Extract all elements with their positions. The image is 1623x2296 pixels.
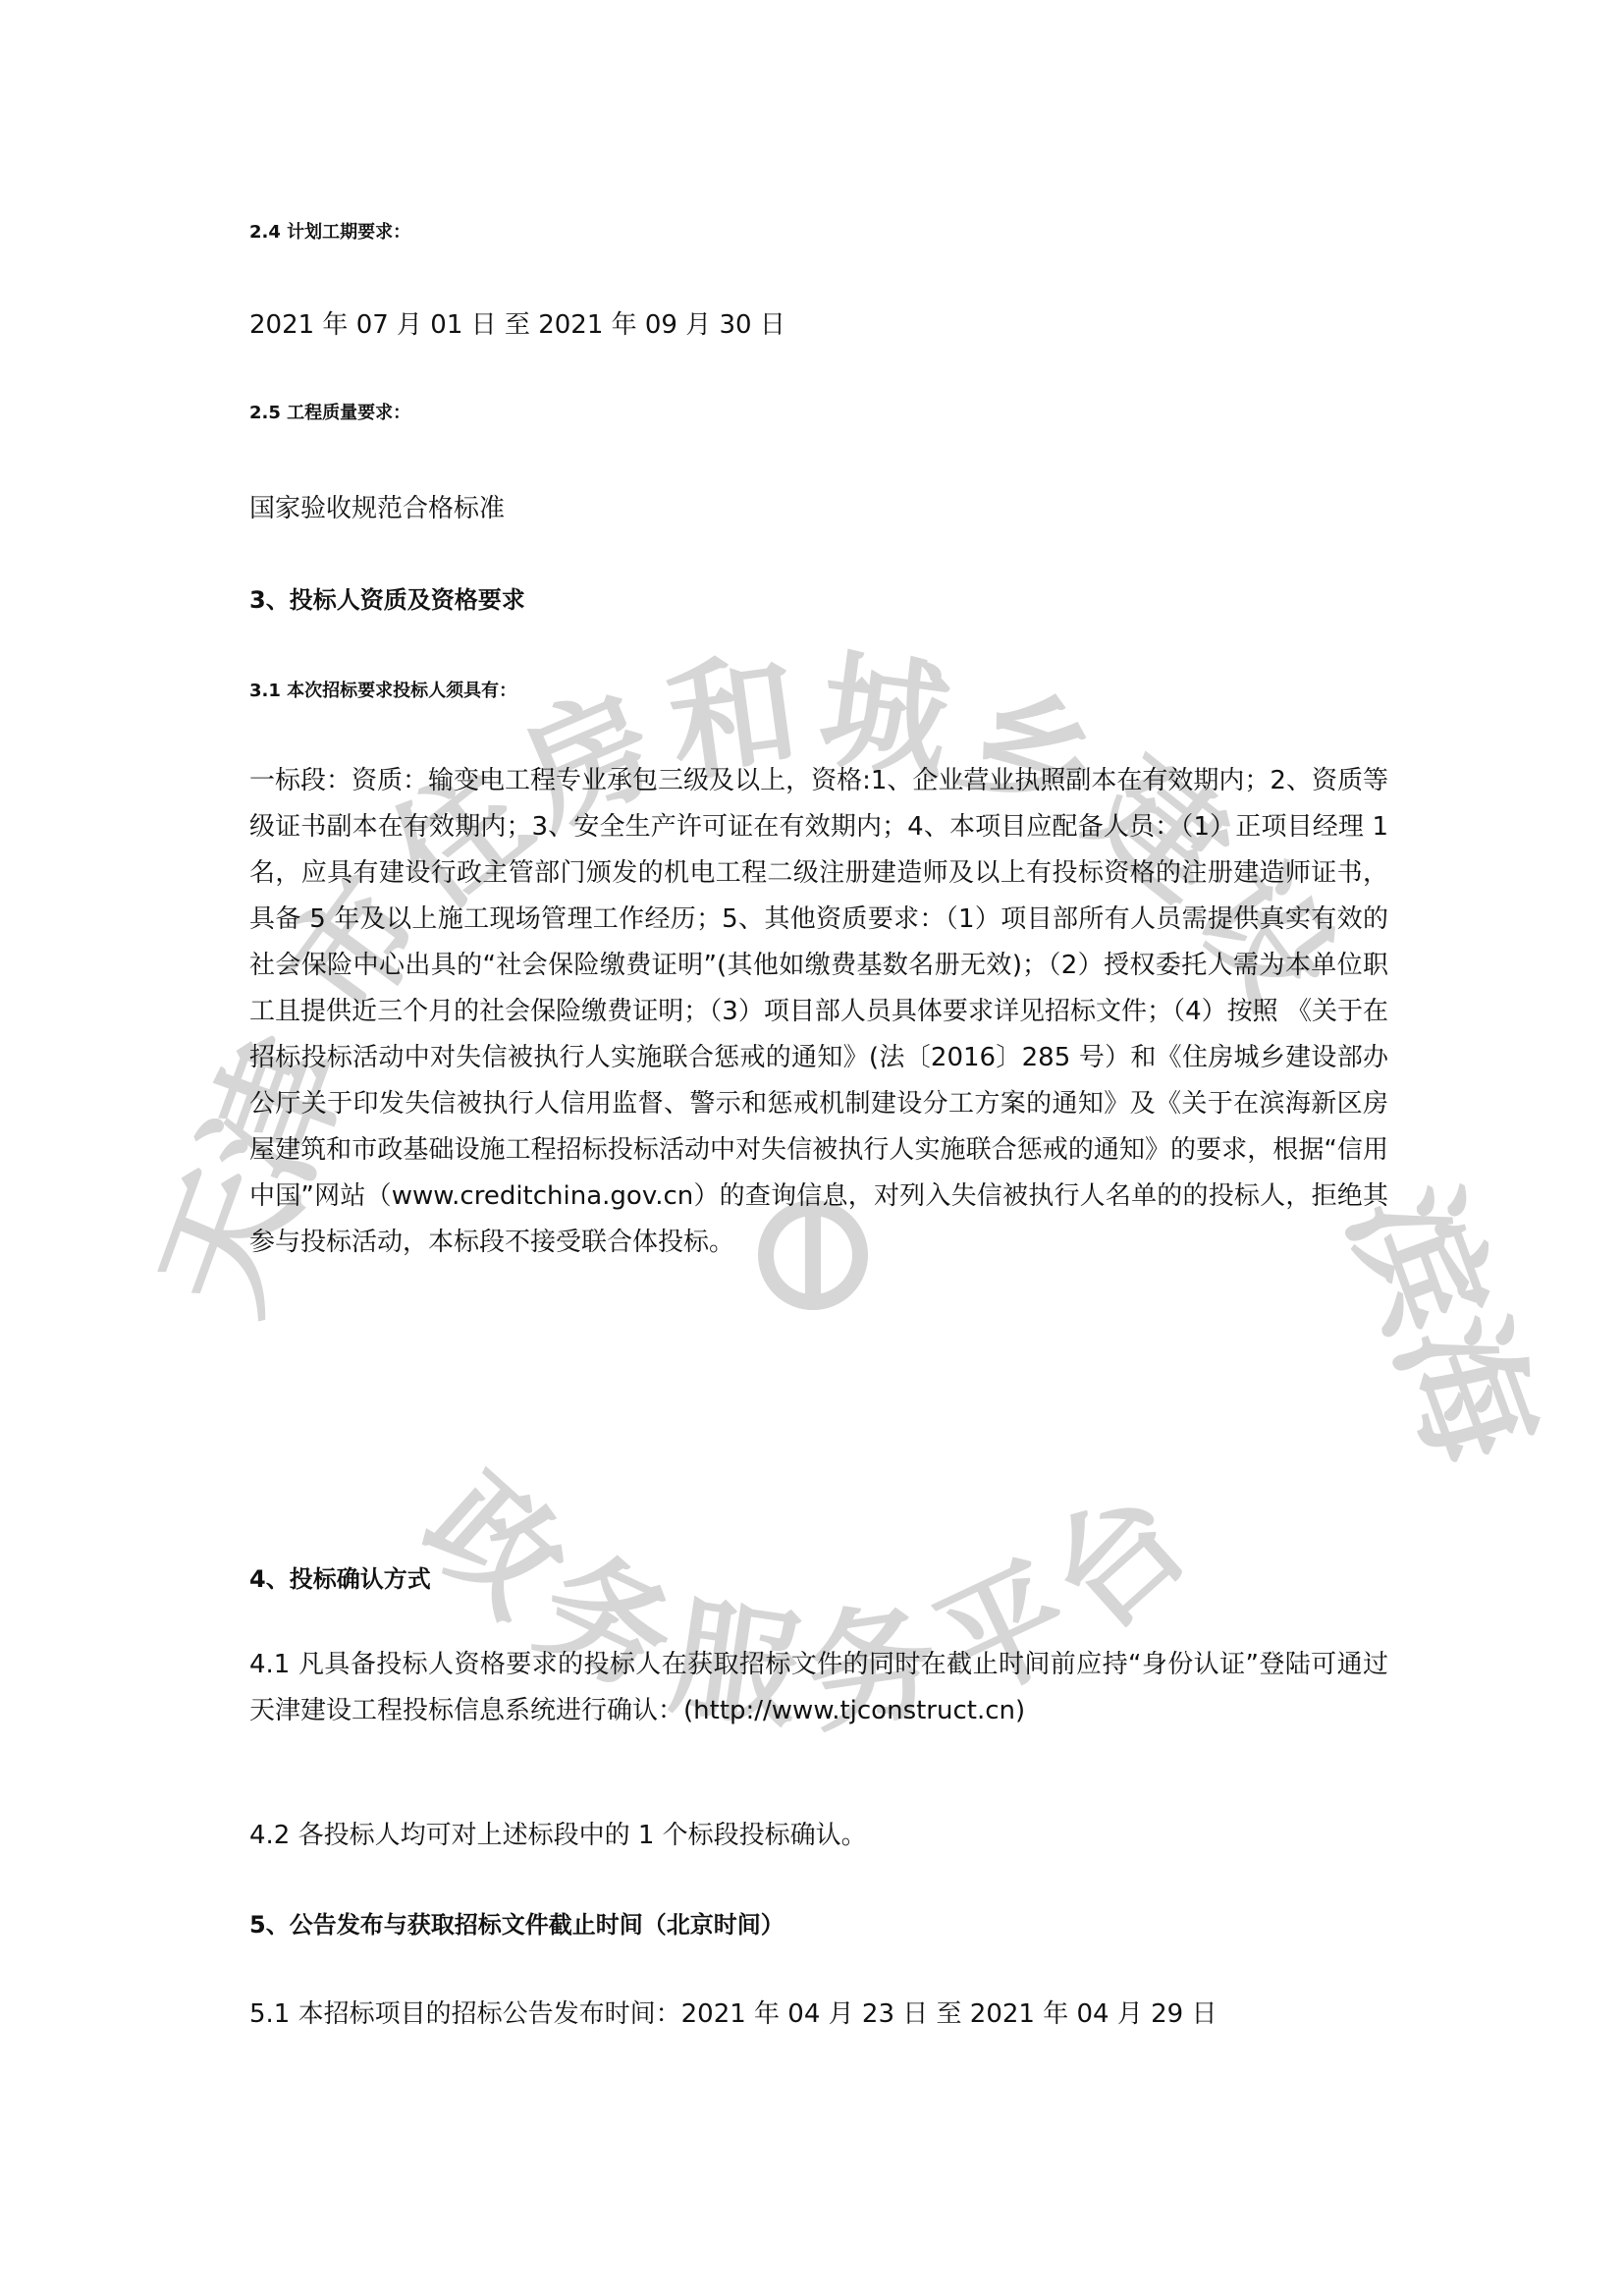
watermark-side-left: 天津: [131, 1018, 376, 1333]
section-2-5-heading: 2.5 工程质量要求：: [249, 403, 411, 423]
section-5-heading: 5、公告发布与获取招标文件截止时间（北京时间）: [249, 1911, 784, 1939]
section-4-1-body: 4.1 凡具备投标人资格要求的投标人在获取招标文件的同时在截止时间前应持“身份认证”登陆可通过天津建设工程投标信息系统进行确认：(http://www.tjconstruct.cn): [249, 1650, 1388, 1725]
watermark-arc-top: 市住房和城乡建设: [258, 633, 1372, 1044]
section-3-1-heading: 3.1 本次招标要求投标人须具有：: [249, 681, 517, 701]
watermark-arc-bottom: 政务服务平台: [398, 1447, 1232, 1752]
section-4-heading: 4、投标确认方式: [249, 1565, 431, 1593]
section-2-4-value: 2021 年 07 月 01 日 至 2021 年 09 月 30 日: [249, 310, 785, 340]
section-2-4-heading: 2.4 计划工期要求：: [249, 222, 411, 243]
section-4-2-body: 4.2 各投标人均可对上述标段中的 1 个标段投标确认。: [249, 1821, 867, 1850]
section-5-1-body: 5.1 本招标项目的招标公告发布时间：2021 年 04 月 23 日 至 2021 年 04 月 29 日: [249, 1999, 1217, 2029]
section-3-heading: 3、投标人资质及资格要求: [249, 586, 525, 614]
watermark-side-right: 滨海: [1320, 1169, 1565, 1482]
section-3-1-body: 一标段：资质：输变电工程专业承包三级及以上，资格:1、企业营业执照副本在有效期内；2、资质等级证书副本在有效期内；3、安全生产许可证在有效期内；4、本项目应配备人员：（1）正项目经理 1 名，应具有建设行政主管部门颁发的机电工程二级注册建造师及以上有投标资格的注册建造师证书，具备 5 年及以上施工现场管理工作经历；5、其他资质要求：（1）项目部所有人员需提供真实有效的社会保险中心出具的“社会保险缴费证明”(其他如缴费基数名册无效)；（2）授权委托人需为本单位职工且提供近三个月的社会保险缴费证明；（3）项目部人员具体要求详见招标文件；（4）按照 《关于在招标投标活动中对失信被执行人实施联合惩戒的通知》(法〔2016〕285 号）和《住房城乡建设部办公厅关于印发失信被执行人信用监督、警示和惩戒机制建设分工方案的通知》及《关于在滨海新区房屋建筑和市政基础设施工程招标投标活动中对失信被执行人实施联合惩戒的通知》的要求，根据“信用中国”网站（www.creditchina.gov.cn）的查询信息，对列入失信被执行人名单的的投标人，拒绝其参与投标活动，本标段不接受联合体投标。: [249, 766, 1388, 1257]
section-2-5-value: 国家验收规范合格标准: [249, 494, 506, 523]
